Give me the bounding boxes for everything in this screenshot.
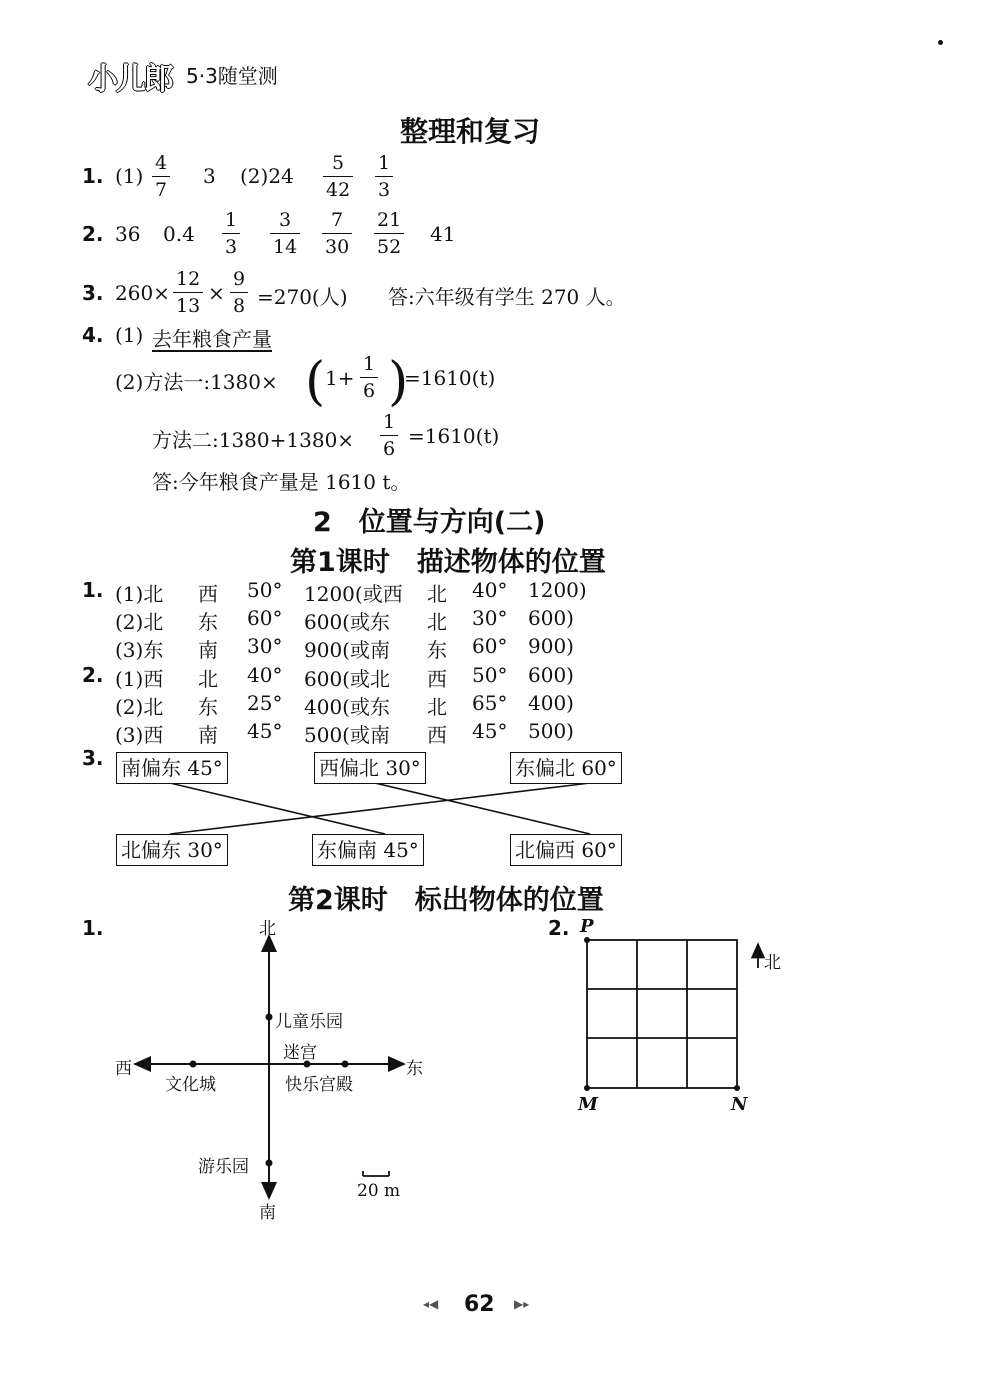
q2-number: 2. — [82, 222, 104, 246]
right-paren: ) — [388, 352, 409, 412]
table-cell: 南 — [198, 723, 218, 747]
table-cell: 500) — [528, 719, 574, 743]
q3-number: 3. — [82, 281, 104, 305]
q4-part1-prefix: (1) — [115, 323, 144, 347]
east-label: 东 — [406, 1059, 423, 1079]
q4-method1-prefix: (2)方法一:1380× — [115, 370, 278, 394]
fraction: 4 7 — [152, 150, 170, 203]
table-cell: 600) — [528, 663, 574, 687]
point-m-label: M — [578, 1094, 598, 1115]
table-cell: 东 — [198, 695, 218, 719]
table-cell: 1200(或西 — [304, 582, 403, 606]
q4-method1-inner: 1+ — [325, 366, 355, 390]
north-label: 北 — [764, 953, 781, 973]
q2-value: 36 — [115, 222, 141, 246]
table-cell: 600) — [528, 606, 574, 630]
q1-part1: (1) — [115, 164, 144, 188]
table-cell: 东 — [427, 638, 447, 662]
table-cell: 65° — [472, 691, 508, 715]
fraction: 7 30 — [322, 207, 352, 260]
table-cell: 40° — [472, 578, 508, 602]
q4-number: 4. — [82, 323, 104, 347]
l1-q1-number: 1. — [82, 578, 104, 602]
table-cell: 45° — [472, 719, 508, 743]
table-cell: (3)西 — [115, 723, 164, 747]
table-cell: 北 — [427, 582, 447, 606]
place-label: 文化城 — [165, 1075, 216, 1095]
table-cell: 25° — [247, 691, 283, 715]
table-cell: 1200) — [528, 578, 587, 602]
table-cell: 400) — [528, 691, 574, 715]
top-box: 南偏东 45° — [116, 752, 228, 784]
fraction: 1 3 — [375, 150, 393, 203]
q2-value: 41 — [430, 222, 456, 246]
table-cell: 北 — [427, 695, 447, 719]
table-cell: (3)东 — [115, 638, 164, 662]
table-cell: (2)北 — [115, 695, 164, 719]
l1-q3-number: 3. — [82, 746, 104, 770]
fraction: 12 13 — [173, 266, 203, 319]
table-cell: 900(或南 — [304, 638, 390, 662]
q3-answer: 答:六年级有学生 270 人。 — [388, 285, 626, 309]
table-cell: 45° — [247, 719, 283, 743]
bottom-box: 北偏西 60° — [510, 834, 622, 866]
q1-part2: (2)24 — [240, 164, 294, 188]
q3-expr: 260× — [115, 281, 170, 305]
q3-result: =270(人) — [257, 285, 348, 309]
place-label: 迷宫 — [283, 1043, 317, 1063]
table-cell: 40° — [247, 663, 283, 687]
point-p-label: P — [580, 916, 594, 937]
place-label: 儿童乐园 — [275, 1012, 343, 1032]
fraction: 5 42 — [323, 150, 353, 203]
west-label: 西 — [115, 1059, 132, 1079]
table-cell: 60° — [472, 634, 508, 658]
table-cell: 西 — [427, 667, 447, 691]
table-cell: (2)北 — [115, 610, 164, 634]
q1-number: 1. — [82, 164, 104, 188]
table-cell: 东 — [198, 610, 218, 634]
unit-title: 2 位置与方向(二) — [313, 507, 546, 538]
q2-value: 0.4 — [163, 222, 195, 246]
q4-method2-prefix: 方法二:1380+1380× — [152, 428, 355, 452]
section-title: 整理和复习 — [400, 115, 541, 148]
table-cell: 西 — [198, 582, 218, 606]
table-cell: 南 — [198, 638, 218, 662]
table-cell: 600(或东 — [304, 610, 390, 634]
prev-arrow-icon: ◂◀ — [423, 1297, 439, 1311]
left-paren: ( — [305, 352, 326, 412]
table-cell: 30° — [247, 634, 283, 658]
place-label: 快乐宫殿 — [285, 1075, 353, 1095]
l2-q1-number: 1. — [82, 916, 104, 940]
scale-label: 20 m — [357, 1181, 401, 1201]
top-box: 西偏北 30° — [314, 752, 426, 784]
table-cell: (1)西 — [115, 667, 164, 691]
bottom-box: 东偏南 45° — [312, 834, 424, 866]
table-cell: 600(或北 — [304, 667, 390, 691]
l2-q2-number: 2. — [548, 916, 570, 940]
brand-logo: 小儿郎 — [88, 62, 172, 97]
table-cell: 500(或南 — [304, 723, 390, 747]
north-label: 北 — [259, 919, 276, 939]
table-cell: 50° — [472, 663, 508, 687]
table-cell: 北 — [198, 667, 218, 691]
place-label: 游乐园 — [198, 1157, 249, 1177]
lesson1-title: 第1课时 描述物体的位置 — [290, 547, 606, 578]
fraction: 1 6 — [360, 351, 378, 404]
page-number: 62 — [464, 1292, 495, 1317]
q4-method1-result: =1610(t) — [404, 366, 496, 390]
fraction: 9 8 — [230, 266, 248, 319]
table-cell: (1)北 — [115, 582, 164, 606]
times-sign: × — [208, 281, 225, 305]
table-cell: 60° — [247, 606, 283, 630]
q1-value: 3 — [203, 164, 216, 188]
lesson2-title: 第2课时 标出物体的位置 — [288, 885, 604, 916]
table-cell: 30° — [472, 606, 508, 630]
table-cell: 50° — [247, 578, 283, 602]
table-cell: 900) — [528, 634, 574, 658]
south-label: 南 — [259, 1203, 276, 1223]
table-cell: 400(或东 — [304, 695, 390, 719]
fraction: 1 3 — [222, 207, 240, 260]
table-cell: 北 — [427, 610, 447, 634]
l1-q2-number: 2. — [82, 663, 104, 687]
fraction: 1 6 — [380, 409, 398, 462]
q4-part1-answer: 去年粮食产量 — [152, 327, 272, 351]
point-n-label: N — [731, 1094, 748, 1115]
q4-answer: 答:今年粮食产量是 1610 t。 — [152, 470, 411, 494]
table-cell: 西 — [427, 723, 447, 747]
q4-method2-result: =1610(t) — [408, 424, 500, 448]
top-box: 东偏北 60° — [510, 752, 622, 784]
bottom-box: 北偏东 30° — [116, 834, 228, 866]
next-arrow-icon: ▶▸ — [514, 1297, 530, 1311]
fraction: 21 52 — [374, 207, 404, 260]
fraction: 3 14 — [270, 207, 300, 260]
series-name: 5·3随堂测 — [186, 64, 278, 88]
